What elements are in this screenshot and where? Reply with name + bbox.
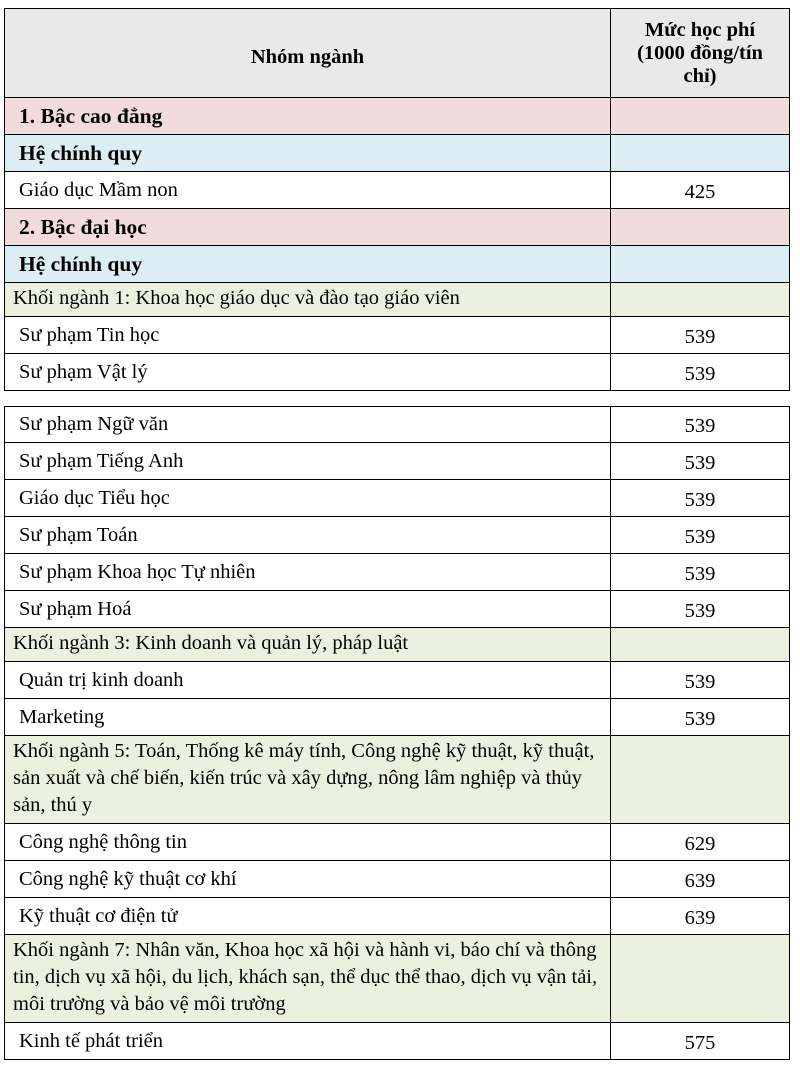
major-name-cell: Khối ngành 3: Kinh doanh và quản lý, pháp luật [5, 628, 611, 661]
major-name-cell: Khối ngành 5: Toán, Thống kê máy tính, Công nghệ kỹ thuật, kỹ thuật, sản xuất và chế biến, kiến trúc và xây dựng, nông lâm nghiệp và thủy sản, thú y [5, 736, 611, 823]
major-name-cell: Sư phạm Khoa học Tự nhiên [5, 554, 611, 590]
fee-cell: 539 [684, 599, 716, 622]
fee-cell: 639 [684, 906, 716, 929]
major-name-cell: Sư phạm Ngữ văn [5, 407, 611, 442]
major-name-cell: 1. Bậc cao đẳng [5, 98, 611, 134]
fee-cell [611, 98, 789, 134]
table-row [4, 628, 790, 662]
fee-cell: 575 [684, 1031, 716, 1054]
major-name-cell: Giáo dục Tiểu học [5, 480, 611, 516]
table-row [4, 591, 790, 628]
fee-cell [611, 935, 789, 1022]
major-name-cell: Sư phạm Tiếng Anh [5, 443, 611, 479]
table-row [4, 317, 790, 354]
major-name-cell: Công nghệ thông tin [5, 824, 611, 860]
header-fee-line: chỉ) [683, 64, 717, 87]
fee-cell [611, 283, 789, 316]
major-name-cell: Sư phạm Toán [5, 517, 611, 553]
major-name-cell: Khối ngành 1: Khoa học giáo dục và đào tạo giáo viên [5, 283, 611, 316]
table-row [4, 699, 790, 736]
table-row [4, 480, 790, 517]
major-name-cell: Kinh tế phát triển [5, 1023, 611, 1059]
table-row [4, 517, 790, 554]
table-row [4, 861, 790, 898]
fee-cell: 539 [684, 562, 716, 585]
fee-cell: 639 [684, 869, 716, 892]
major-name-cell: Hệ chính quy [5, 135, 611, 171]
fee-cell [611, 209, 789, 245]
fee-cell: 539 [684, 451, 716, 474]
table-row [4, 824, 790, 861]
table-row [4, 209, 790, 246]
major-name-cell: Quản trị kinh doanh [5, 662, 611, 698]
table-row [4, 98, 790, 135]
fee-cell [611, 736, 789, 823]
major-name-cell: Khối ngành 7: Nhân văn, Khoa học xã hội và hành vi, báo chí và thông tin, dịch vụ xã hội, du lịch, khách sạn, thể dục thể thao, dịch vụ vận tải, môi trường và bảo vệ môi trường [5, 935, 611, 1022]
fee-cell: 539 [684, 670, 716, 693]
table-row [4, 283, 790, 317]
table-row [4, 554, 790, 591]
page-break-gap [4, 391, 790, 406]
fee-cell: 539 [684, 325, 716, 348]
fee-cell: 539 [684, 525, 716, 548]
table-row [4, 1023, 790, 1060]
major-name-cell: 2. Bậc đại học [5, 209, 611, 245]
fee-cell: 539 [684, 415, 716, 437]
table-row [4, 898, 790, 935]
major-name-cell: Giáo dục Mầm non [5, 172, 611, 208]
table-body-part2 [4, 406, 790, 1060]
table-row [4, 172, 790, 209]
fee-cell [611, 135, 789, 171]
major-name-cell: Sư phạm Hoá [5, 591, 611, 627]
header-major-group: Nhóm ngành [5, 9, 611, 97]
header-tuition-fee [611, 9, 789, 97]
fee-cell [611, 628, 789, 661]
fee-cell: 425 [684, 180, 716, 203]
major-name-cell: Kỹ thuật cơ điện tử [5, 898, 611, 934]
fee-cell: 539 [684, 488, 716, 511]
header-fee-line: Mức học phí [644, 18, 756, 41]
major-name-cell: Sư phạm Vật lý [5, 354, 611, 390]
fee-cell [611, 246, 789, 282]
table-row [4, 443, 790, 480]
table-row [4, 246, 790, 283]
table-row [4, 354, 790, 391]
fee-cell: 539 [684, 362, 716, 385]
tuition-table [4, 8, 790, 1060]
table-row [4, 736, 790, 824]
header-fee-line: (1000 đồng/tín [637, 41, 763, 64]
major-name-cell: Công nghệ kỹ thuật cơ khí [5, 861, 611, 897]
table-row [4, 406, 790, 443]
table-row [4, 135, 790, 172]
table-row [4, 662, 790, 699]
table-row [4, 935, 790, 1023]
major-name-cell: Hệ chính quy [5, 246, 611, 282]
major-name-cell: Marketing [5, 699, 611, 735]
table-body-part1 [4, 98, 790, 391]
table-header-row [4, 8, 790, 98]
fee-cell: 629 [684, 832, 716, 855]
fee-cell: 539 [684, 707, 716, 730]
major-name-cell: Sư phạm Tin học [5, 317, 611, 353]
